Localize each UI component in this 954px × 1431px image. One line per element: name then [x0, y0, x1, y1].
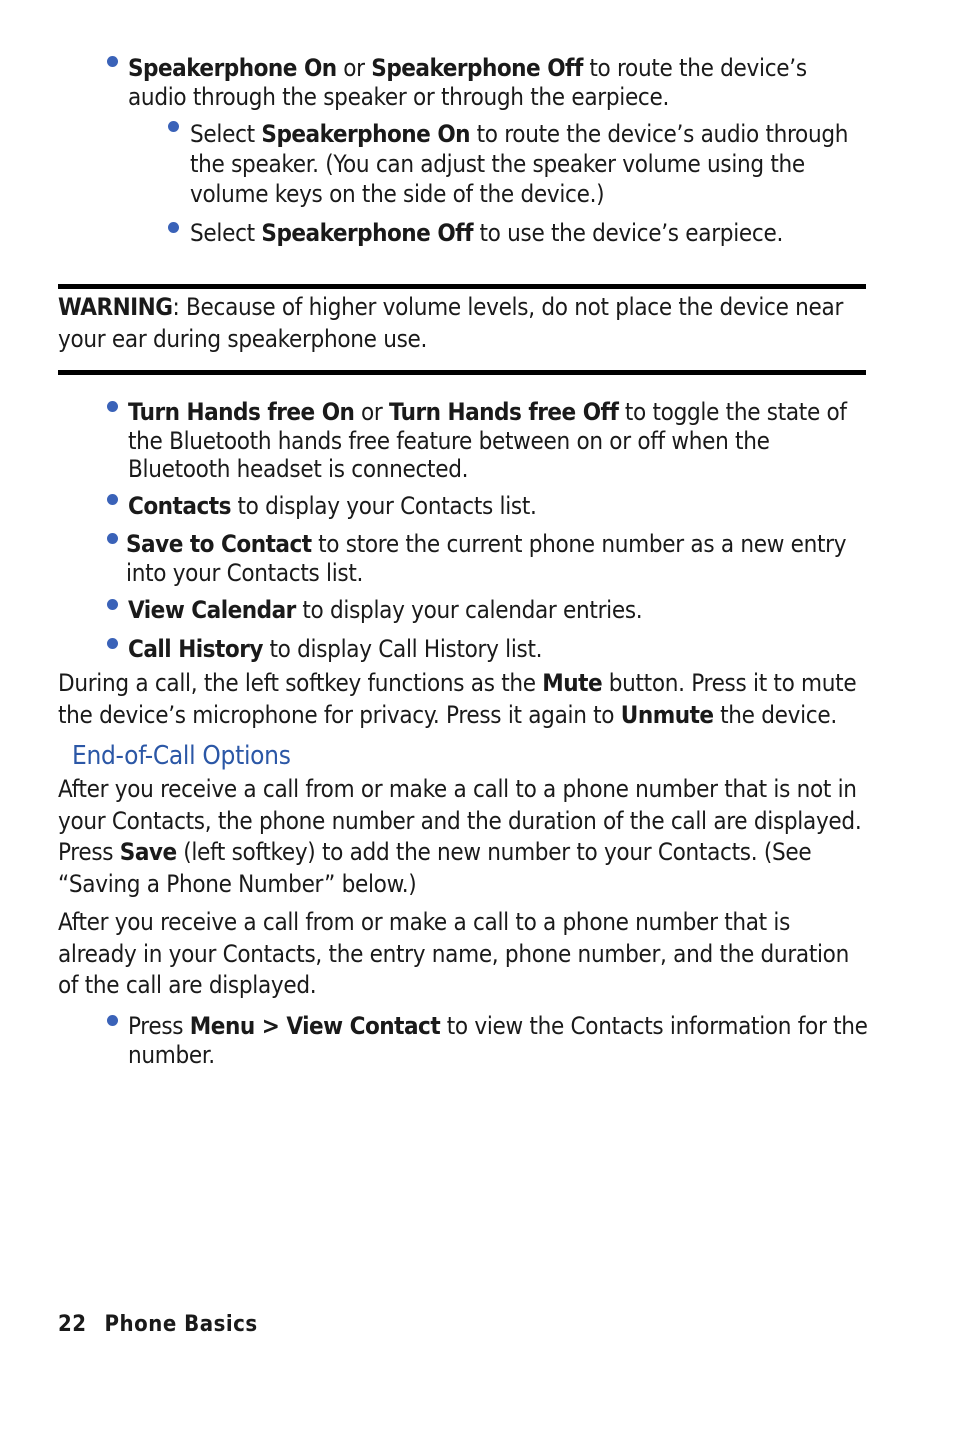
text: the device.	[713, 700, 837, 729]
warning-label: WARNING	[58, 293, 173, 321]
text: or	[354, 398, 390, 426]
section-name: Phone Basics	[104, 1312, 258, 1337]
option-name: Speakerphone On	[128, 54, 337, 82]
text: to toggle the state of the Bluetooth hands free feature between on or off when the Bluetooth headset is connected.	[128, 398, 847, 483]
text: During a call, the left softkey functions as the	[58, 669, 543, 697]
paragraph	[58, 774, 866, 900]
list-item	[126, 530, 868, 587]
text: : Because of higher volume levels, do not place the device near your ear during speakerphone use.	[58, 293, 844, 353]
text: button. Press it to mute the device’s microphone for privacy. Press it again to	[58, 669, 857, 729]
text: (left softkey) to add the new number to your Contacts. (See “Saving a Phone Number” below.)	[58, 838, 812, 898]
bullet-dot	[107, 599, 118, 610]
menu-name: View Contact	[286, 1012, 441, 1040]
option-name: Save to Contact	[126, 530, 312, 558]
option-name: Speakerphone On	[261, 120, 471, 148]
text: Select	[190, 120, 262, 148]
bullet-dot	[107, 401, 118, 412]
bullet-dot	[107, 533, 118, 544]
bullet-dot	[168, 222, 179, 233]
list-item	[190, 219, 860, 248]
mute-paragraph	[58, 668, 866, 731]
text: After you receive a call from or make a call to a phone number that is not in your Contacts, the phone number and the duration of the call are displayed. Press	[58, 775, 862, 866]
option-name: Turn Hands free On	[128, 398, 355, 426]
list-item	[128, 54, 868, 112]
section-heading: End-of-Call Options	[72, 741, 291, 771]
option-name: Turn Hands free Off	[389, 398, 619, 426]
separator: >	[254, 1012, 287, 1040]
option-name: Speakerphone Off	[371, 54, 583, 82]
text: to display Call History list.	[262, 635, 543, 663]
paragraph: After you receive a call from or make a call to a phone number that is already in your Contacts, the entry name, phone number, and the duration of the call are displayed.	[58, 908, 849, 999]
list-item	[128, 596, 868, 625]
option-name: View Calendar	[128, 596, 296, 624]
warning-bottom-rule	[58, 370, 866, 375]
bullet-dot	[107, 56, 118, 67]
text: Select	[190, 219, 262, 247]
option-name: Contacts	[128, 492, 231, 520]
text: to store the current phone number as a new entry into your Contacts list.	[126, 530, 847, 587]
text: to display your calendar entries.	[295, 596, 643, 624]
text: to route the device’s audio through the speaker. (You can adjust the speaker volume using the volume keys on the side of the device.)	[190, 120, 849, 208]
option-name: Speakerphone Off	[261, 219, 473, 247]
list-item	[128, 398, 868, 484]
list-item	[128, 492, 868, 521]
text: to display your Contacts list.	[230, 492, 537, 520]
warning-top-rule	[58, 284, 866, 289]
list-item	[128, 1012, 868, 1069]
text: to view the Contacts information for the number.	[128, 1012, 868, 1069]
key-name: Save	[119, 838, 177, 866]
key-name: Unmute	[620, 700, 714, 729]
bullet-dot	[107, 638, 118, 649]
text: to route the device’s audio through the speaker or through the earpiece.	[128, 54, 807, 111]
bullet-dot	[107, 494, 118, 505]
option-name: Call History	[128, 635, 263, 663]
list-item	[128, 635, 868, 664]
page-footer	[58, 1312, 276, 1337]
menu-name: Menu	[189, 1012, 255, 1040]
text: to use the device’s earpiece.	[472, 219, 784, 247]
bullet-dot	[168, 121, 179, 132]
text: Press	[128, 1012, 190, 1040]
page-number: 22	[58, 1312, 87, 1337]
text: or	[336, 54, 372, 82]
warning-text	[58, 292, 866, 355]
bullet-dot	[107, 1015, 118, 1026]
key-name: Mute	[542, 669, 603, 697]
list-item	[190, 119, 860, 209]
